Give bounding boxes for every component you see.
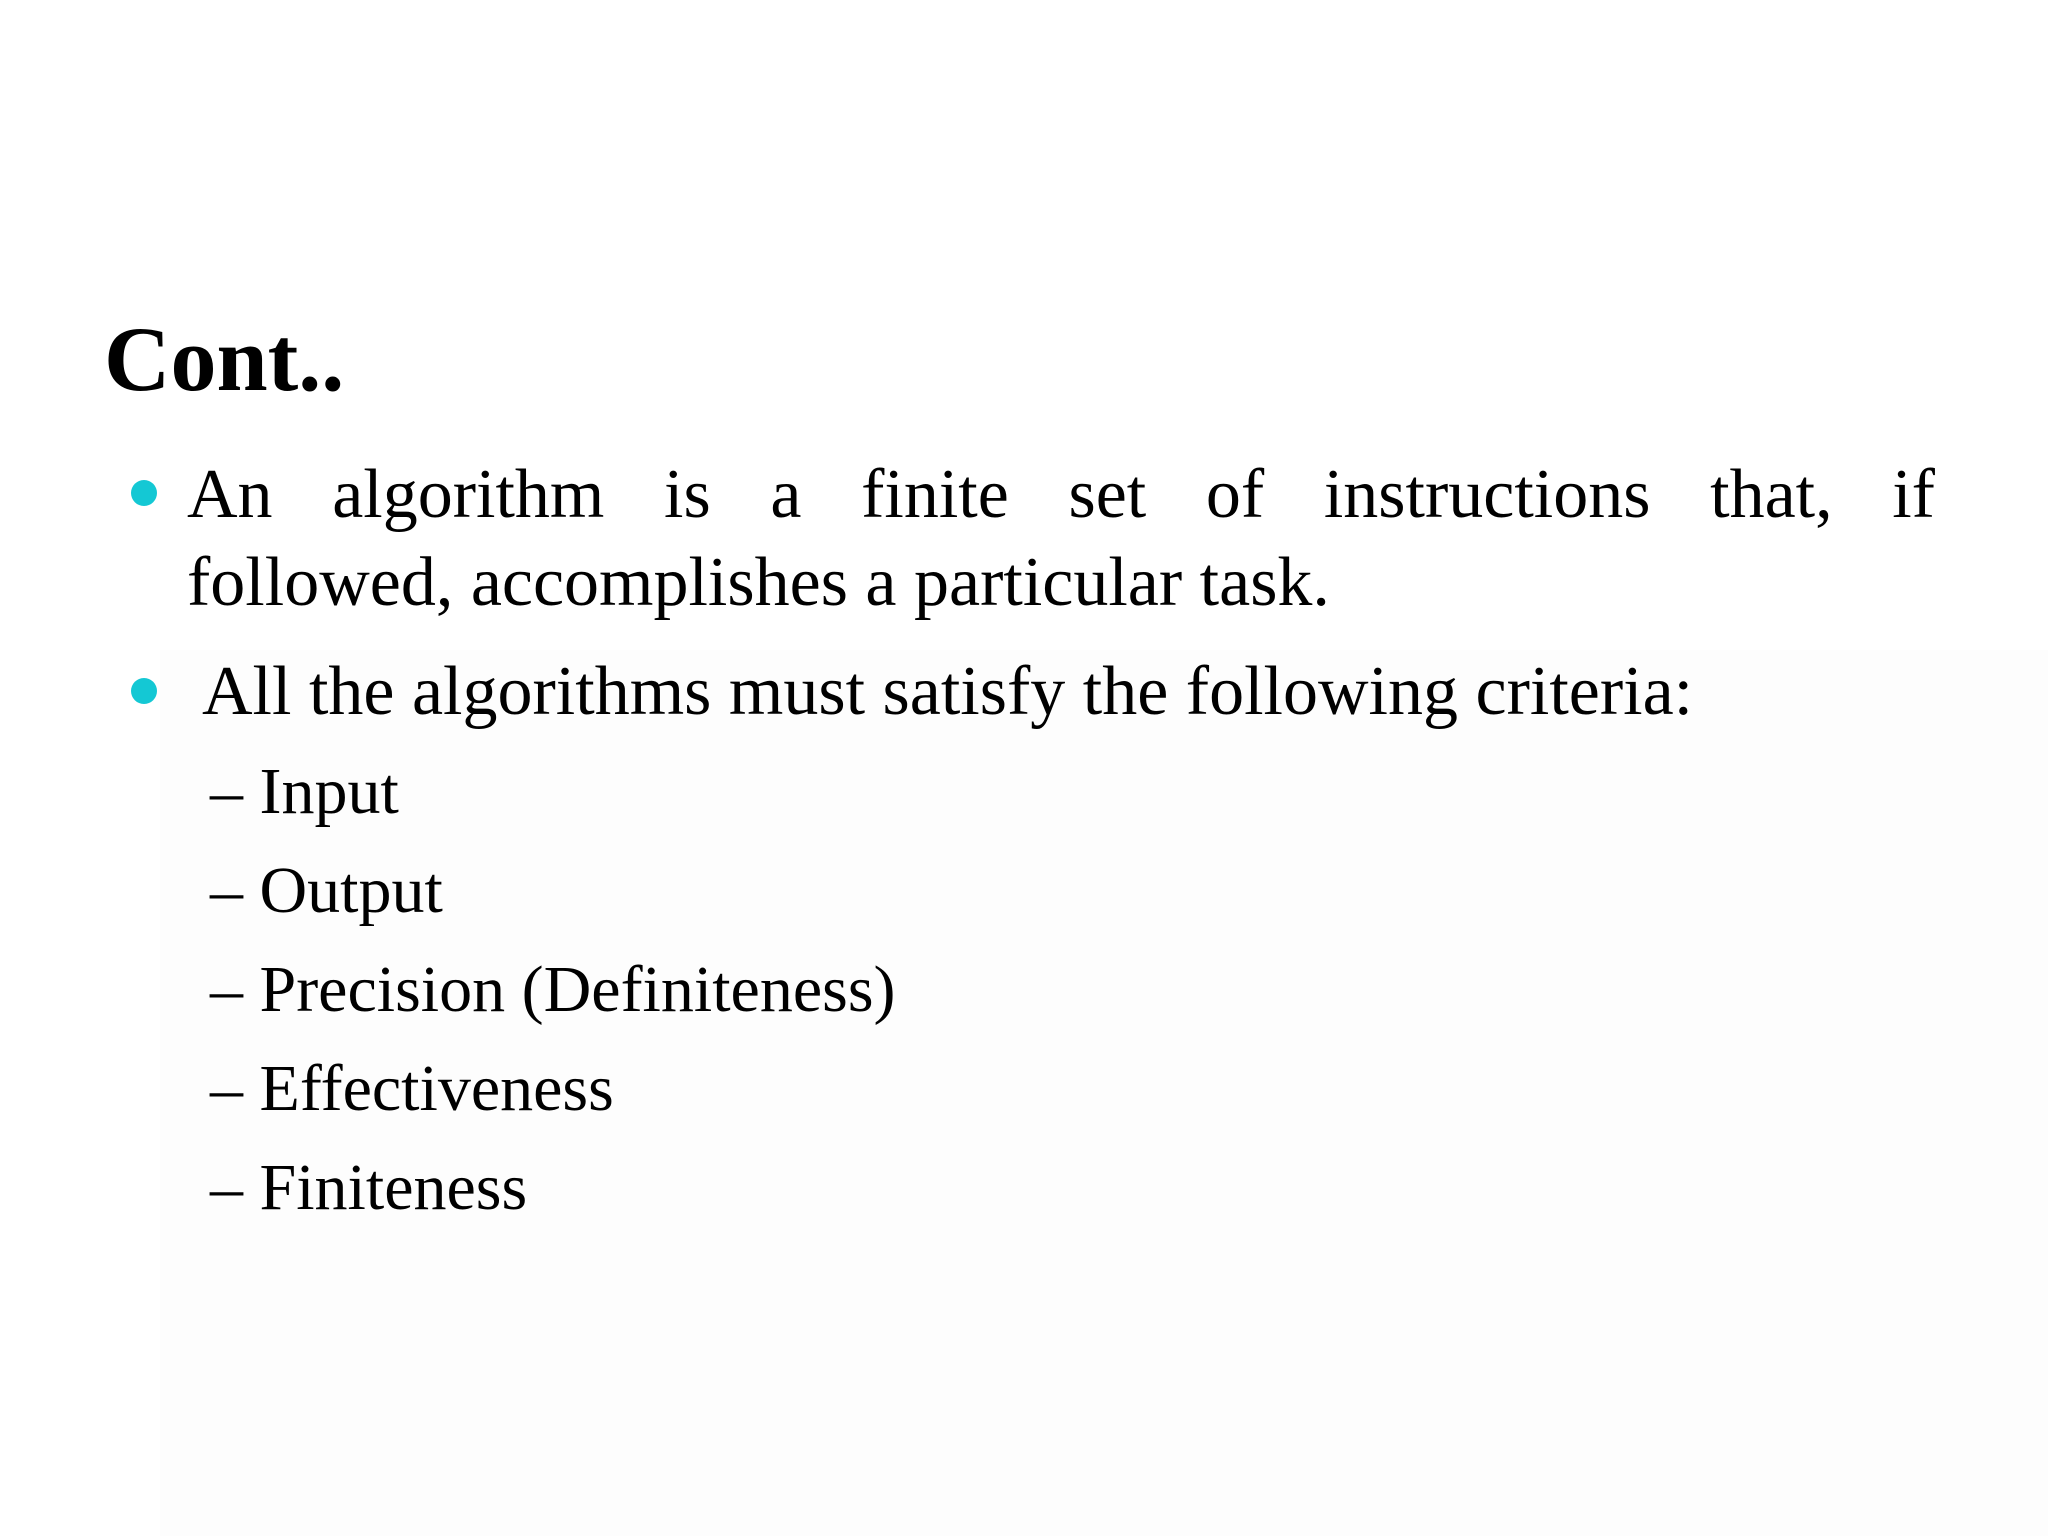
criteria-item-finiteness: – Finiteness <box>210 1151 528 1224</box>
bullet-dot-icon <box>131 678 157 704</box>
word: algorithm <box>332 456 605 533</box>
criteria-item-output: – Output <box>210 854 443 927</box>
word: if <box>1892 456 1935 533</box>
criteria-item-input: – Input <box>210 755 399 828</box>
word: a <box>770 456 802 533</box>
word: that, <box>1710 456 1833 533</box>
bullet-dot-icon <box>131 480 157 506</box>
word: instructions <box>1323 456 1651 533</box>
slide-title: Cont.. <box>104 308 345 410</box>
word: of <box>1205 456 1265 533</box>
bullet-1-line-1 <box>187 451 1935 539</box>
word: set <box>1068 456 1147 533</box>
criteria-item-precision: – Precision (Definiteness) <box>210 953 896 1026</box>
criteria-item-effectiveness: – Effectiveness <box>210 1052 614 1125</box>
word: An <box>187 456 273 533</box>
bullet-1-line-2: followed, accomplishes a particular task. <box>187 544 1330 621</box>
word: is <box>664 456 711 533</box>
word: finite <box>861 456 1009 533</box>
bullet-2-text: All the algorithms must satisfy the following criteria: <box>202 653 1694 730</box>
